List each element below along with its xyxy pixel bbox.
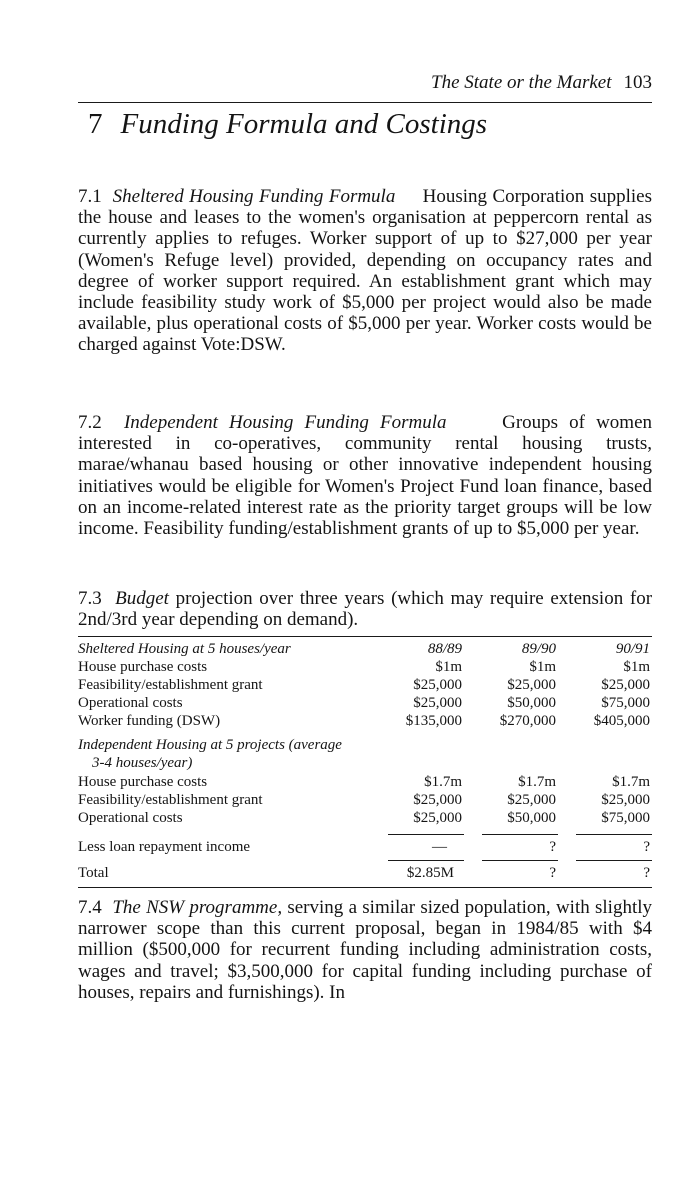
cell: $1.7m bbox=[518, 774, 556, 790]
section-7-4 bbox=[78, 897, 652, 1003]
independent-heading-row bbox=[78, 755, 652, 773]
section-heading: The NSW programme, bbox=[112, 897, 283, 918]
cell: $1m bbox=[529, 659, 556, 675]
header-rule bbox=[78, 102, 652, 103]
less-row bbox=[78, 839, 652, 857]
cell: $135,000 bbox=[405, 713, 462, 729]
row-label: House purchase costs bbox=[78, 774, 208, 790]
cell: $25,000 bbox=[601, 677, 650, 693]
cell: $75,000 bbox=[601, 810, 650, 826]
sheltered-heading: Sheltered Housing at 5 houses/year bbox=[78, 641, 291, 657]
row-label: Total bbox=[78, 865, 109, 881]
cell: $1m bbox=[623, 659, 650, 675]
cell: — bbox=[432, 839, 447, 855]
table-row bbox=[78, 713, 652, 731]
row-label: Feasibility/establishment grant bbox=[78, 677, 263, 693]
chapter-heading bbox=[88, 108, 487, 141]
table-row bbox=[78, 792, 652, 810]
column-rule bbox=[388, 834, 464, 835]
cell: $405,000 bbox=[593, 713, 650, 729]
year-header: 90/91 bbox=[615, 641, 650, 657]
section-7-3 bbox=[78, 588, 652, 630]
column-rule bbox=[576, 834, 652, 835]
cell: $25,000 bbox=[507, 792, 556, 808]
cell: $1m bbox=[435, 659, 462, 675]
independent-heading-row bbox=[78, 737, 652, 755]
row-label: Operational costs bbox=[78, 810, 183, 826]
independent-heading: Independent Housing at 5 projects (average bbox=[78, 737, 342, 753]
table-row bbox=[78, 774, 652, 792]
section-number: 7.4 bbox=[78, 897, 102, 918]
section-heading: Budget bbox=[115, 588, 169, 609]
total-row bbox=[78, 865, 652, 883]
row-label: Less loan repayment income bbox=[78, 839, 251, 855]
section-body: projection over three years (which may require extension for 2nd/3rd year depending on demand). bbox=[78, 588, 653, 631]
chapter-number: 7 bbox=[88, 108, 103, 140]
cell: $25,000 bbox=[507, 677, 556, 693]
table-row bbox=[78, 810, 652, 828]
row-label: Worker funding (DSW) bbox=[78, 713, 221, 729]
independent-heading: 3-4 houses/year) bbox=[92, 755, 193, 771]
cell: $25,000 bbox=[601, 792, 650, 808]
table-row bbox=[78, 695, 652, 713]
running-head bbox=[431, 72, 652, 94]
cell: $2.85M bbox=[406, 865, 454, 881]
cell: $270,000 bbox=[499, 713, 556, 729]
running-title: The State or the Market bbox=[431, 72, 612, 93]
section-body: Groups of women interested in co-operatives, community rental housing trusts, marae/whanau based housing or other innovative independent housing initiatives would be eligible for Women's Project Fund loan finance, based on an income-related interest rate as the priority target groups will be low income. Feasibility funding/establishment grants of up to $5,000 per year. bbox=[78, 412, 653, 540]
cell: $1.7m bbox=[612, 774, 650, 790]
page-number: 103 bbox=[623, 72, 652, 93]
section-number: 7.2 bbox=[78, 412, 102, 433]
row-label: House purchase costs bbox=[78, 659, 208, 675]
cell: ? bbox=[549, 839, 556, 855]
cell: $50,000 bbox=[507, 810, 556, 826]
chapter-title: Funding Formula and Costings bbox=[120, 108, 488, 140]
year-header: 89/90 bbox=[521, 641, 556, 657]
cell: $75,000 bbox=[601, 695, 650, 711]
cell: $25,000 bbox=[413, 695, 462, 711]
cell: ? bbox=[643, 865, 650, 881]
section-7-2 bbox=[78, 412, 652, 539]
column-rule bbox=[482, 860, 558, 861]
cell: ? bbox=[643, 839, 650, 855]
cell: $50,000 bbox=[507, 695, 556, 711]
cell: $25,000 bbox=[413, 677, 462, 693]
row-label: Operational costs bbox=[78, 695, 183, 711]
section-7-1 bbox=[78, 186, 652, 356]
table-row bbox=[78, 659, 652, 677]
cell: ? bbox=[549, 865, 556, 881]
cell: $1.7m bbox=[424, 774, 462, 790]
section-body: Housing Corporation supplies the house and leases to the women's organisation at peppercorn rental as currently applies to refuges. Worker support of up to $27,000 per year (Women's Refuge level) provided, depending on occupancy rates and degree of worker support required. An establishment grant which may include feasibility study work of $5,000 per project would also be made available, plus operational costs of $5,000 per year. Worker costs would be charged against Vote:DSW. bbox=[78, 186, 653, 356]
column-rule bbox=[576, 860, 652, 861]
cell: $25,000 bbox=[413, 792, 462, 808]
row-label: Feasibility/establishment grant bbox=[78, 792, 263, 808]
column-rule bbox=[388, 860, 464, 861]
table-row bbox=[78, 677, 652, 695]
table-bottom-rule bbox=[78, 887, 652, 888]
section-number: 7.3 bbox=[78, 588, 102, 609]
section-heading: Independent Housing Funding Formula bbox=[123, 412, 447, 433]
column-rule bbox=[482, 834, 558, 835]
table-header-row bbox=[78, 641, 652, 659]
section-heading: Sheltered Housing Funding Formula bbox=[112, 186, 396, 207]
year-header: 88/89 bbox=[427, 641, 462, 657]
section-body: serving a similar sized population, with slightly narrower scope than this current proposal, began in 1984/85 with $4 million ($500,000 for recurrent funding including administration costs, wages and travel; $3,500,000 for capital funding including purchase of houses, repairs and furnishings). In bbox=[78, 897, 653, 1003]
section-number: 7.1 bbox=[78, 186, 102, 207]
table-top-rule bbox=[78, 636, 652, 637]
cell: $25,000 bbox=[413, 810, 462, 826]
